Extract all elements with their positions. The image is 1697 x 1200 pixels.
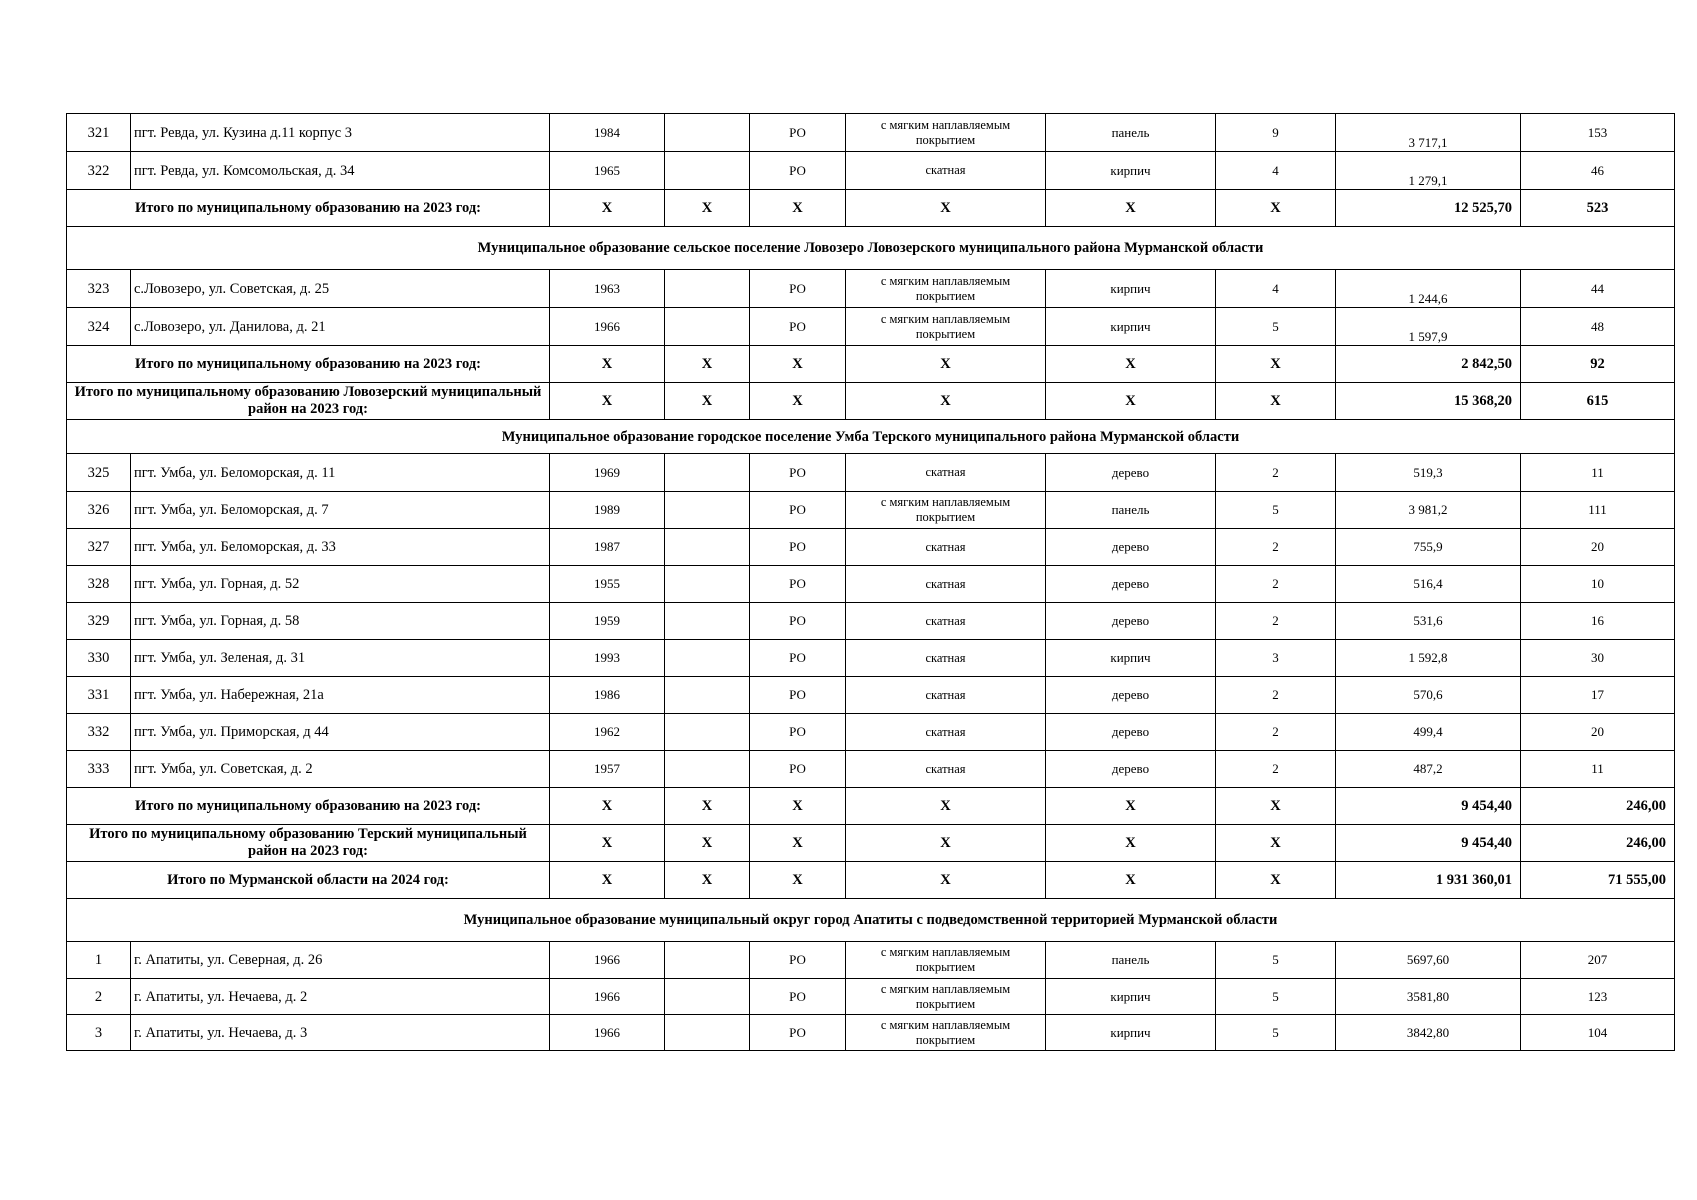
x-mark: Х [665, 825, 750, 862]
area-cell: 3 717,1 [1336, 114, 1521, 152]
wall-material-cell: панель [1046, 492, 1216, 529]
program-cell: РО [750, 979, 846, 1015]
total-row [67, 383, 1675, 420]
roof-type-cell: с мягким наплавляемым покрытием [846, 308, 1046, 346]
address-cell: г. Апатиты, ул. Нечаева, д. 3 [131, 1015, 550, 1051]
roof-type-cell: скатная [846, 529, 1046, 566]
year-cell: 1966 [550, 308, 665, 346]
wall-material-cell: дерево [1046, 529, 1216, 566]
area-cell: 3842,80 [1336, 1015, 1521, 1051]
floors-cell: 2 [1216, 751, 1336, 788]
program-cell: РО [750, 152, 846, 190]
table-row [67, 714, 1675, 751]
residents-cell: 123 [1521, 979, 1675, 1015]
total-area: 2 842,50 [1336, 346, 1521, 383]
x-mark: Х [1046, 383, 1216, 420]
roof-type-cell: с мягким наплавляемым покрытием [846, 114, 1046, 152]
residents-cell: 44 [1521, 270, 1675, 308]
x-mark: Х [665, 862, 750, 899]
floors-cell: 2 [1216, 714, 1336, 751]
program-cell: РО [750, 1015, 846, 1051]
x-mark: Х [1216, 383, 1336, 420]
wall-material-cell: кирпич [1046, 270, 1216, 308]
area-cell: 3 981,2 [1336, 492, 1521, 529]
residents-cell: 11 [1521, 751, 1675, 788]
year-cell: 1966 [550, 979, 665, 1015]
residents-cell: 20 [1521, 529, 1675, 566]
year-cell: 1963 [550, 270, 665, 308]
wall-material-cell: кирпич [1046, 1015, 1216, 1051]
x-mark: Х [750, 788, 846, 825]
table-row [67, 152, 1675, 190]
table-row [67, 566, 1675, 603]
total-residents: 246,00 [1521, 825, 1675, 862]
section-header-row [67, 227, 1675, 270]
address-cell: пгт. Умба, ул. Беломорская, д. 11 [131, 454, 550, 492]
x-mark: Х [1046, 190, 1216, 227]
table-row [67, 751, 1675, 788]
row-number: 333 [67, 751, 131, 788]
area-cell: 499,4 [1336, 714, 1521, 751]
empty-cell [665, 677, 750, 714]
floors-cell: 2 [1216, 454, 1336, 492]
year-cell: 1962 [550, 714, 665, 751]
address-cell: пгт. Ревда, ул. Кузина д.11 корпус 3 [131, 114, 550, 152]
row-number: 322 [67, 152, 131, 190]
row-number: 2 [67, 979, 131, 1015]
program-cell: РО [750, 114, 846, 152]
residents-cell: 30 [1521, 640, 1675, 677]
roof-type-cell: с мягким наплавляемым покрытием [846, 270, 1046, 308]
row-number: 331 [67, 677, 131, 714]
program-cell: РО [750, 492, 846, 529]
empty-cell [665, 566, 750, 603]
year-cell: 1966 [550, 1015, 665, 1051]
total-residents: 615 [1521, 383, 1675, 420]
floors-cell: 5 [1216, 1015, 1336, 1051]
area-cell: 1 279,1 [1336, 152, 1521, 190]
empty-cell [665, 492, 750, 529]
total-area: 15 368,20 [1336, 383, 1521, 420]
table-row [67, 603, 1675, 640]
program-cell: РО [750, 603, 846, 640]
row-number: 328 [67, 566, 131, 603]
table-row [67, 308, 1675, 346]
empty-cell [665, 942, 750, 979]
total-row [67, 190, 1675, 227]
total-label: Итого по муниципальному образованию Терский муниципальный район на 2023 год: [67, 825, 550, 862]
residents-cell: 207 [1521, 942, 1675, 979]
x-mark: Х [550, 825, 665, 862]
address-cell: пгт. Умба, ул. Советская, д. 2 [131, 751, 550, 788]
wall-material-cell: кирпич [1046, 308, 1216, 346]
x-mark: Х [1046, 788, 1216, 825]
year-cell: 1993 [550, 640, 665, 677]
x-mark: Х [1046, 346, 1216, 383]
row-number: 329 [67, 603, 131, 640]
table-row [67, 942, 1675, 979]
empty-cell [665, 454, 750, 492]
empty-cell [665, 308, 750, 346]
area-cell: 531,6 [1336, 603, 1521, 640]
residents-cell: 46 [1521, 152, 1675, 190]
x-mark: Х [750, 383, 846, 420]
floors-cell: 4 [1216, 270, 1336, 308]
wall-material-cell: дерево [1046, 566, 1216, 603]
x-mark: Х [846, 862, 1046, 899]
total-area: 1 931 360,01 [1336, 862, 1521, 899]
x-mark: Х [750, 190, 846, 227]
x-mark: Х [1216, 346, 1336, 383]
program-cell: РО [750, 308, 846, 346]
section-header-row [67, 420, 1675, 454]
program-cell: РО [750, 751, 846, 788]
floors-cell: 3 [1216, 640, 1336, 677]
floors-cell: 5 [1216, 308, 1336, 346]
program-cell: РО [750, 529, 846, 566]
table-row [67, 529, 1675, 566]
roof-type-cell: скатная [846, 152, 1046, 190]
residents-cell: 111 [1521, 492, 1675, 529]
wall-material-cell: дерево [1046, 751, 1216, 788]
year-cell: 1965 [550, 152, 665, 190]
wall-material-cell: дерево [1046, 603, 1216, 640]
empty-cell [665, 270, 750, 308]
total-row [67, 825, 1675, 862]
floors-cell: 5 [1216, 942, 1336, 979]
total-area: 9 454,40 [1336, 825, 1521, 862]
x-mark: Х [1216, 788, 1336, 825]
wall-material-cell: панель [1046, 114, 1216, 152]
x-mark: Х [750, 825, 846, 862]
empty-cell [665, 640, 750, 677]
area-cell: 1 244,6 [1336, 270, 1521, 308]
area-cell: 487,2 [1336, 751, 1521, 788]
address-cell: г. Апатиты, ул. Северная, д. 26 [131, 942, 550, 979]
residents-cell: 10 [1521, 566, 1675, 603]
row-number: 3 [67, 1015, 131, 1051]
wall-material-cell: кирпич [1046, 152, 1216, 190]
roof-type-cell: с мягким наплавляемым покрытием [846, 492, 1046, 529]
x-mark: Х [1216, 862, 1336, 899]
x-mark: Х [665, 190, 750, 227]
year-cell: 1986 [550, 677, 665, 714]
total-label: Итого по муниципальному образованию Ловозерский муниципальный район на 2023 год: [67, 383, 550, 420]
address-cell: пгт. Умба, ул. Беломорская, д. 33 [131, 529, 550, 566]
x-mark: Х [1046, 862, 1216, 899]
address-cell: пгт. Умба, ул. Приморская, д 44 [131, 714, 550, 751]
wall-material-cell: кирпич [1046, 979, 1216, 1015]
residents-cell: 48 [1521, 308, 1675, 346]
residents-cell: 11 [1521, 454, 1675, 492]
wall-material-cell: панель [1046, 942, 1216, 979]
total-area: 12 525,70 [1336, 190, 1521, 227]
program-cell: РО [750, 270, 846, 308]
table-row [67, 1015, 1675, 1051]
row-number: 321 [67, 114, 131, 152]
table-row [67, 454, 1675, 492]
address-cell: с.Ловозеро, ул. Данилова, д. 21 [131, 308, 550, 346]
total-residents: 71 555,00 [1521, 862, 1675, 899]
x-mark: Х [846, 190, 1046, 227]
address-cell: пгт. Умба, ул. Набережная, 21а [131, 677, 550, 714]
area-cell: 3581,80 [1336, 979, 1521, 1015]
x-mark: Х [846, 825, 1046, 862]
housing-stock-table [66, 113, 1675, 1051]
program-cell: РО [750, 566, 846, 603]
address-cell: г. Апатиты, ул. Нечаева, д. 2 [131, 979, 550, 1015]
row-number: 326 [67, 492, 131, 529]
empty-cell [665, 114, 750, 152]
floors-cell: 2 [1216, 566, 1336, 603]
section-title: Муниципальное образование городское поселение Умба Терского муниципального района Мурманской области [67, 420, 1675, 454]
table-row [67, 114, 1675, 152]
table-row [67, 492, 1675, 529]
wall-material-cell: дерево [1046, 454, 1216, 492]
empty-cell [665, 714, 750, 751]
address-cell: с.Ловозеро, ул. Советская, д. 25 [131, 270, 550, 308]
row-number: 327 [67, 529, 131, 566]
total-residents: 246,00 [1521, 788, 1675, 825]
residents-cell: 20 [1521, 714, 1675, 751]
roof-type-cell: скатная [846, 566, 1046, 603]
x-mark: Х [550, 383, 665, 420]
program-cell: РО [750, 454, 846, 492]
floors-cell: 2 [1216, 603, 1336, 640]
row-number: 332 [67, 714, 131, 751]
row-number: 330 [67, 640, 131, 677]
x-mark: Х [1216, 825, 1336, 862]
table-row [67, 270, 1675, 308]
empty-cell [665, 603, 750, 640]
area-cell: 5697,60 [1336, 942, 1521, 979]
address-cell: пгт. Умба, ул. Беломорская, д. 7 [131, 492, 550, 529]
residents-cell: 17 [1521, 677, 1675, 714]
x-mark: Х [846, 383, 1046, 420]
x-mark: Х [750, 862, 846, 899]
empty-cell [665, 529, 750, 566]
section-title: Муниципальное образование сельское поселение Ловозеро Ловозерского муниципального района Мурманской области [67, 227, 1675, 270]
table-body [67, 114, 1675, 1051]
total-row [67, 346, 1675, 383]
row-number: 1 [67, 942, 131, 979]
wall-material-cell: кирпич [1046, 640, 1216, 677]
year-cell: 1955 [550, 566, 665, 603]
section-header-row [67, 899, 1675, 942]
row-number: 324 [67, 308, 131, 346]
x-mark: Х [550, 862, 665, 899]
total-row [67, 788, 1675, 825]
wall-material-cell: дерево [1046, 677, 1216, 714]
total-label: Итого по Мурманской области на 2024 год: [67, 862, 550, 899]
roof-type-cell: скатная [846, 677, 1046, 714]
x-mark: Х [846, 346, 1046, 383]
section-title: Муниципальное образование муниципальный округ город Апатиты с подведомственной территорией Мурманской области [67, 899, 1675, 942]
total-area: 9 454,40 [1336, 788, 1521, 825]
roof-type-cell: скатная [846, 714, 1046, 751]
total-residents: 523 [1521, 190, 1675, 227]
residents-cell: 153 [1521, 114, 1675, 152]
x-mark: Х [665, 788, 750, 825]
year-cell: 1989 [550, 492, 665, 529]
floors-cell: 5 [1216, 979, 1336, 1015]
program-cell: РО [750, 714, 846, 751]
roof-type-cell: с мягким наплавляемым покрытием [846, 942, 1046, 979]
roof-type-cell: скатная [846, 603, 1046, 640]
empty-cell [665, 1015, 750, 1051]
floors-cell: 2 [1216, 677, 1336, 714]
program-cell: РО [750, 942, 846, 979]
area-cell: 519,3 [1336, 454, 1521, 492]
x-mark: Х [1216, 190, 1336, 227]
x-mark: Х [846, 788, 1046, 825]
area-cell: 1 597,9 [1336, 308, 1521, 346]
roof-type-cell: скатная [846, 751, 1046, 788]
x-mark: Х [665, 383, 750, 420]
total-label: Итого по муниципальному образованию на 2023 год: [67, 346, 550, 383]
address-cell: пгт. Умба, ул. Горная, д. 52 [131, 566, 550, 603]
total-row [67, 862, 1675, 899]
area-cell: 755,9 [1336, 529, 1521, 566]
year-cell: 1959 [550, 603, 665, 640]
roof-type-cell: скатная [846, 640, 1046, 677]
address-cell: пгт. Ревда, ул. Комсомольская, д. 34 [131, 152, 550, 190]
wall-material-cell: дерево [1046, 714, 1216, 751]
total-residents: 92 [1521, 346, 1675, 383]
table-row [67, 677, 1675, 714]
x-mark: Х [550, 346, 665, 383]
x-mark: Х [750, 346, 846, 383]
year-cell: 1984 [550, 114, 665, 152]
area-cell: 570,6 [1336, 677, 1521, 714]
total-label: Итого по муниципальному образованию на 2023 год: [67, 190, 550, 227]
x-mark: Х [665, 346, 750, 383]
area-cell: 516,4 [1336, 566, 1521, 603]
empty-cell [665, 751, 750, 788]
roof-type-cell: скатная [846, 454, 1046, 492]
area-cell: 1 592,8 [1336, 640, 1521, 677]
year-cell: 1957 [550, 751, 665, 788]
empty-cell [665, 152, 750, 190]
x-mark: Х [1046, 825, 1216, 862]
x-mark: Х [550, 190, 665, 227]
floors-cell: 5 [1216, 492, 1336, 529]
row-number: 325 [67, 454, 131, 492]
year-cell: 1987 [550, 529, 665, 566]
table-row [67, 640, 1675, 677]
empty-cell [665, 979, 750, 1015]
floors-cell: 2 [1216, 529, 1336, 566]
floors-cell: 9 [1216, 114, 1336, 152]
address-cell: пгт. Умба, ул. Зеленая, д. 31 [131, 640, 550, 677]
floors-cell: 4 [1216, 152, 1336, 190]
year-cell: 1966 [550, 942, 665, 979]
roof-type-cell: с мягким наплавляемым покрытием [846, 979, 1046, 1015]
roof-type-cell: с мягким наплавляемым покрытием [846, 1015, 1046, 1051]
row-number: 323 [67, 270, 131, 308]
address-cell: пгт. Умба, ул. Горная, д. 58 [131, 603, 550, 640]
year-cell: 1969 [550, 454, 665, 492]
residents-cell: 16 [1521, 603, 1675, 640]
residents-cell: 104 [1521, 1015, 1675, 1051]
x-mark: Х [550, 788, 665, 825]
program-cell: РО [750, 640, 846, 677]
table-row [67, 979, 1675, 1015]
total-label: Итого по муниципальному образованию на 2023 год: [67, 788, 550, 825]
program-cell: РО [750, 677, 846, 714]
